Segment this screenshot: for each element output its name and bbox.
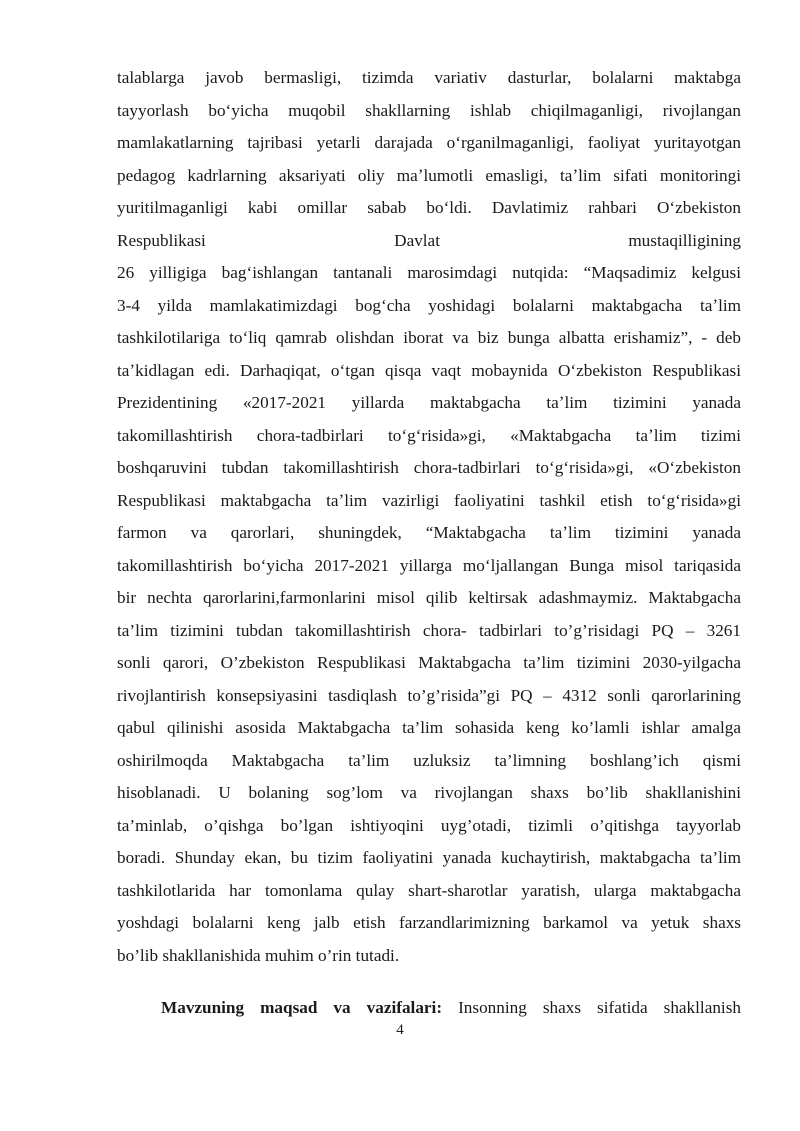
section-heading-continuation: Insonning shaxs sifatida shakllanish	[442, 998, 741, 1017]
text-line: talablarga javob bermasligi, tizimda variativ dasturlar, bolalarni maktabga	[117, 68, 741, 87]
text-line: tashkilotilariga toʻliq qamrab olishdan iborat va biz bunga albatta erishamiz”, - deb	[117, 328, 741, 347]
text-line: sonli qarori, O’zbekiston Respublikasi Maktabgacha ta’lim tizimini 2030-yilgacha	[117, 653, 741, 672]
text-line: yoshdagi bolalarni keng jalb etish farzandlarimizning barkamol va yetuk shaxs	[117, 913, 741, 932]
section-heading: Mavzuning maqsad va vazifalari:	[161, 998, 443, 1017]
text-line: qabul qilinishi asosida Maktabgacha ta’lim sohasida keng ko’lamli ishlar amalga	[117, 718, 741, 737]
paragraph-gap	[117, 972, 741, 992]
text-line: ta’minlab, o’qishga bo’lgan ishtiyoqini uyg’otadi, tizimli o’qitishga tayyorlab	[117, 815, 741, 835]
page-number: 4	[396, 1022, 404, 1038]
text-line: boshqaruvini tubdan takomillashtirish chora-tadbirlari toʻgʻrisida»gi, «Oʻzbekiston	[117, 458, 741, 477]
text-line: takomillashtirish boʻyicha 2017-2021 yillarga moʻljallangan Bunga misol tariqasida	[117, 555, 741, 575]
body-text	[117, 62, 741, 1025]
text-line: rivojlantirish konsepsiyasini tasdiqlash to’g’risida”gi PQ – 4312 sonli qarorlarining	[117, 685, 741, 705]
text-line: Prezidentining «2017-2021 yillarda maktabgacha taʼlim tizimini yanada	[117, 393, 741, 412]
text-line: mamlakatlarning tajribasi yetarli darajada oʻrganilmaganligi, faoliyat yuritayotgan	[117, 133, 741, 152]
text-line: oshirilmoqda Maktabgacha ta’lim uzluksiz ta’limning boshlang’ich qismi	[117, 750, 741, 770]
text-line: pedagog kadrlarning aksariyati oliy maʼlumotli emasligi, taʼlim sifati monitoringi	[117, 165, 741, 185]
text-line: taʼkidlagan edi. Darhaqiqat, oʻtgan qisqa vaqt mobaynida Oʻzbekiston Respublikasi	[117, 360, 741, 380]
text-line: 3-4 yilda mamlakatimizdagi bogʻcha yoshidagi bolalarni maktabgacha taʼlim	[117, 295, 741, 315]
text-line: tayyorlash boʻyicha muqobil shakllarning ishlab chiqilmaganligi, rivojlangan	[117, 100, 741, 120]
text-line: yuritilmaganligi kabi omillar sabab boʻldi. Davlatimiz rahbari Oʻzbekiston	[117, 198, 741, 217]
text-line: bo’lib shakllanishida muhim o’rin tutadi.	[117, 945, 400, 965]
text-line: bir nechta qarorlarini,farmonlarini misol qilib keltirsak adashmaymiz. Maktabgacha	[117, 588, 741, 607]
text-line: ta’lim tizimini tubdan takomillashtirish chora- tadbirlari to’g’risidagi PQ – 3261	[117, 620, 741, 640]
text-line: hisoblanadi. U bolaning sog’lom va rivojlangan shaxs bo’lib shakllanishini	[117, 783, 741, 802]
text-line: farmon va qarorlari, shuningdek, “Maktabgacha taʼlim tizimini yanada	[117, 523, 741, 542]
text-line: takomillashtirish chora-tadbirlari toʻgʻrisida»gi, «Maktabgacha taʼlim tizimi	[117, 425, 741, 445]
text-line: Respublikasi maktabgacha taʼlim vazirligi faoliyatini tashkil etish toʻgʻrisida»gi	[117, 490, 741, 510]
section-heading-line	[117, 992, 741, 1025]
text-line: boradi. Shunday ekan, bu tizim faoliyatini yanada kuchaytirish, maktabgacha ta’lim	[117, 848, 741, 867]
text-line: Respublikasi Davlat mustaqilligining	[117, 230, 741, 250]
text-line: 26 yilligiga bagʻishlangan tantanali marosimdagi nutqida: “Maqsadimiz kelgusi	[117, 263, 741, 282]
text-line: tashkilotlarida har tomonlama qulay shart-sharotlar yaratish, ularga maktabgacha	[117, 880, 741, 900]
